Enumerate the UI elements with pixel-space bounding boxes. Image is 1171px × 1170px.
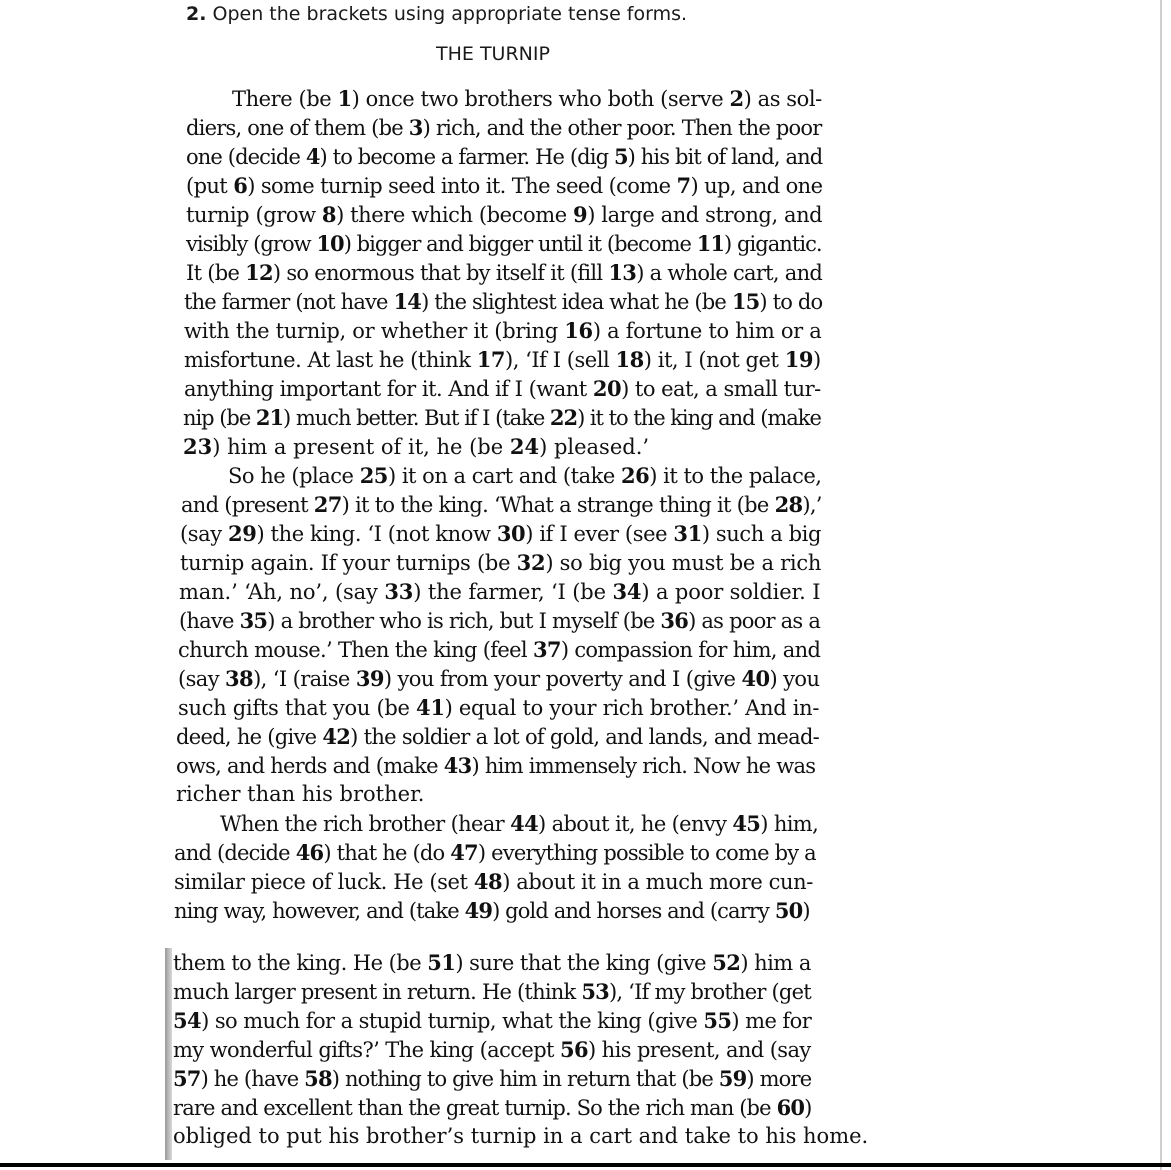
blank-number: 13 xyxy=(608,260,637,285)
story-text-segment: misfortune. At last he (think xyxy=(184,348,477,372)
blank-number: 27 xyxy=(313,492,342,517)
blank-number: 31 xyxy=(673,521,702,546)
story-line xyxy=(186,142,822,171)
story-text-segment: ) his bit of land, and xyxy=(627,145,823,169)
blank-number: 16 xyxy=(564,318,593,343)
story-text-segment: ) large and strong, and xyxy=(587,203,823,227)
story-text-segment: ) equal to your rich brother.’ And in- xyxy=(444,696,820,720)
story-text-segment: There (be xyxy=(232,87,338,111)
blank-number: 45 xyxy=(732,811,761,836)
blank-number: 26 xyxy=(620,463,650,488)
blank-number: 7 xyxy=(676,173,691,198)
exercise-instruction: Open the brackets using appropriate tense forms. xyxy=(212,3,688,25)
story-text-segment: and (present xyxy=(181,493,314,517)
blank-number: 24 xyxy=(509,434,540,459)
blank-number: 28 xyxy=(774,492,803,517)
blank-number: 20 xyxy=(592,376,622,401)
blank-number: 18 xyxy=(615,347,644,372)
blank-number: 48 xyxy=(473,869,503,894)
story-text-segment: turnip again. If your turnips (be xyxy=(180,551,517,575)
blank-number: 25 xyxy=(359,463,388,488)
story-line xyxy=(174,896,810,925)
story-text-segment: ) as poor as a xyxy=(688,609,821,633)
story-text-segment: ) xyxy=(802,899,810,923)
story-text-segment: ) there which (become xyxy=(336,203,574,227)
blank-number: 9 xyxy=(573,202,588,227)
story-text-segment: ) if I ever (see xyxy=(525,522,674,546)
story-line xyxy=(179,606,820,635)
story-text-segment: ) more xyxy=(746,1067,812,1091)
story-text-segment: (have xyxy=(179,609,240,633)
blank-number: 42 xyxy=(322,724,351,749)
story-line xyxy=(176,751,815,780)
story-text-segment: ) me for xyxy=(731,1009,812,1033)
story-text-segment: ) bigger and bigger until it (become xyxy=(343,232,697,256)
story-line xyxy=(186,229,822,258)
story-text-segment: my wonderful gifts?’ The king (accept xyxy=(173,1038,560,1062)
blank-number: 15 xyxy=(731,289,760,314)
story-text-segment: ) a poor soldier. I xyxy=(641,580,821,604)
story-text-segment: ) you xyxy=(769,667,820,691)
story-text-segment: ) you from your poverty and I (give xyxy=(383,667,742,691)
page-scan-shadow xyxy=(165,948,172,1160)
story-text-segment: ) such a big xyxy=(701,522,821,546)
story-text-segment: ) about it in a much more cun- xyxy=(502,870,813,894)
story-text-segment: ) about it, he (envy xyxy=(538,812,733,836)
blank-number: 35 xyxy=(239,608,268,633)
story-text-segment: ) he (have xyxy=(200,1067,305,1091)
blank-number: 47 xyxy=(450,840,478,865)
story-text-segment: ), ‘If I (sell xyxy=(504,348,616,372)
story-text-segment: ) it on a cart and (take xyxy=(387,464,621,488)
story-text-segment: ) it to the king and (make xyxy=(577,406,821,430)
story-line xyxy=(173,977,811,1006)
blank-number: 23 xyxy=(183,434,213,459)
story-line xyxy=(183,403,821,432)
story-line xyxy=(179,577,820,606)
story-line xyxy=(232,84,822,113)
story-text-segment: ) gold and horses and (carry xyxy=(492,899,775,923)
story-text-segment: much larger present in return. He (think xyxy=(173,980,582,1004)
story-text-segment: ) him, xyxy=(760,812,819,836)
blank-number: 5 xyxy=(613,144,628,169)
blank-number: 50 xyxy=(774,898,803,923)
story-text-segment: ) xyxy=(812,348,821,372)
story-text-segment: deed, he (give xyxy=(176,725,323,749)
story-line xyxy=(176,722,819,751)
story-text-segment: ) it, I (not get xyxy=(643,348,785,372)
story-line xyxy=(181,490,822,519)
blank-number: 30 xyxy=(496,521,526,546)
blank-number: 22 xyxy=(549,405,578,430)
story-line xyxy=(173,1006,811,1035)
story-text-segment: ) to become a farmer. He (dig xyxy=(319,145,614,169)
story-text-segment: ) it to the king. ‘What a strange thing it (be xyxy=(341,493,775,517)
story-text-segment: ) compassion for him, and xyxy=(560,638,821,662)
story-text-segment: ) his present, and (say xyxy=(588,1038,811,1062)
story-text-segment: ) xyxy=(804,1096,812,1120)
story-text-segment: ) everything possible to come by a xyxy=(477,841,816,865)
story-text-segment: ) a whole cart, and xyxy=(636,261,823,285)
story-text-segment: visibly (grow xyxy=(186,232,317,256)
blank-number: 36 xyxy=(660,608,689,633)
story-line xyxy=(183,432,649,461)
blank-number: 53 xyxy=(581,979,609,1004)
blank-number: 8 xyxy=(321,202,337,227)
story-text-segment: and (decide xyxy=(174,841,296,865)
story-text-segment: ) the king. ‘I (not know xyxy=(256,522,497,546)
story-line xyxy=(173,1035,811,1064)
blank-number: 52 xyxy=(712,950,741,975)
story-text-segment: such gifts that you (be xyxy=(178,696,417,720)
blank-number: 54 xyxy=(173,1008,202,1033)
story-line xyxy=(184,316,822,345)
story-text-segment: obliged to put his brother’s turnip in a cart and take to his home. xyxy=(173,1124,869,1148)
blank-number: 19 xyxy=(784,347,813,372)
story-text-segment: the farmer (not have xyxy=(184,290,394,314)
story-text-segment: ) nothing to give him in return that (be xyxy=(331,1067,719,1091)
blank-number: 2 xyxy=(729,86,744,111)
story-text-segment: one (decide xyxy=(186,145,306,169)
story-text-segment: ) to do xyxy=(759,290,823,314)
blank-number: 34 xyxy=(612,579,642,604)
story-text-segment: ) so enormous that by itself it (fill xyxy=(272,261,609,285)
blank-number: 32 xyxy=(516,550,546,575)
story-text-segment: similar piece of luck. He (set xyxy=(174,870,474,894)
blank-number: 46 xyxy=(295,840,324,865)
story-text-segment: It (be xyxy=(186,261,246,285)
blank-number: 41 xyxy=(416,695,445,720)
story-line xyxy=(180,548,821,577)
blank-number: 10 xyxy=(316,231,344,256)
story-line xyxy=(178,693,819,722)
story-text-segment: ), ‘I (raise xyxy=(253,667,356,691)
blank-number: 14 xyxy=(393,289,422,314)
story-line xyxy=(220,809,818,838)
story-text-segment: (say xyxy=(180,522,229,546)
story-text-segment: ) some turnip seed into it. The seed (come xyxy=(247,174,677,198)
story-line xyxy=(178,635,820,664)
story-text-segment: ) that he (do xyxy=(323,841,451,865)
story-text-segment: (put xyxy=(186,174,234,198)
blank-number: 51 xyxy=(427,950,456,975)
story-line xyxy=(174,867,813,896)
blank-number: 11 xyxy=(696,231,725,256)
story-title: THE TURNIP xyxy=(436,43,550,65)
story-text-segment: ), ‘If my brother (get xyxy=(608,980,811,1004)
story-text-segment: ) once two brothers who both (serve xyxy=(351,87,730,111)
story-text-segment: ows, and herds and (make xyxy=(176,754,444,778)
blank-number: 56 xyxy=(559,1037,589,1062)
story-text-segment: ) him immensely rich. Now he was xyxy=(471,754,816,778)
story-text-segment: rare and excellent than the great turnip. So the rich man (be xyxy=(173,1096,777,1120)
story-text-segment: ) up, and one xyxy=(690,174,823,198)
blank-number: 37 xyxy=(532,637,561,662)
blank-number: 3 xyxy=(408,115,423,140)
story-text-segment: turnip (grow xyxy=(186,203,322,227)
story-line xyxy=(186,200,822,229)
story-text-segment: ) the farmer, ‘I (be xyxy=(413,580,613,604)
story-text-segment: ) pleased.’ xyxy=(539,435,650,459)
blank-number: 4 xyxy=(305,144,320,169)
story-line xyxy=(186,113,822,142)
story-line xyxy=(184,287,822,316)
story-text-segment: ) a fortune to him or a xyxy=(592,319,822,343)
blank-number: 38 xyxy=(225,666,254,691)
story-text-segment: with the turnip, or whether it (bring xyxy=(184,319,565,343)
story-text-segment: church mouse.’ Then the king (feel xyxy=(178,638,533,662)
story-text-segment: ) him a present of it, he (be xyxy=(212,435,510,459)
story-line xyxy=(178,664,819,693)
story-text-segment: So he (place xyxy=(228,464,360,488)
story-line xyxy=(186,258,822,287)
story-text-segment: nip (be xyxy=(183,406,256,430)
blank-number: 59 xyxy=(718,1066,747,1091)
story-line xyxy=(228,461,821,490)
story-text-segment: ),’ xyxy=(802,493,822,517)
blank-number: 57 xyxy=(173,1066,201,1091)
blank-number: 17 xyxy=(476,347,505,372)
story-line xyxy=(184,345,821,374)
story-text-segment: ) to eat, a small tur- xyxy=(621,377,821,401)
story-text-segment: (say xyxy=(178,667,226,691)
story-text-segment: ning way, however, and (take xyxy=(174,899,465,923)
story-text-segment: ) rich, and the other poor. Then the poor xyxy=(422,116,822,140)
story-line xyxy=(173,1064,811,1093)
story-text-segment: diers, one of them (be xyxy=(186,116,409,140)
exercise-heading xyxy=(186,3,687,25)
blank-number: 1 xyxy=(337,86,352,111)
story-line xyxy=(176,780,424,809)
blank-number: 55 xyxy=(703,1008,732,1033)
story-text-segment: richer than his brother. xyxy=(176,782,425,806)
blank-number: 40 xyxy=(741,666,770,691)
story-line xyxy=(173,948,811,977)
blank-number: 49 xyxy=(464,898,493,923)
story-text-segment: ) the soldier a lot of gold, and lands, and mead- xyxy=(350,725,820,749)
blank-number: 58 xyxy=(304,1066,332,1091)
story-line xyxy=(174,838,816,867)
story-line xyxy=(173,1093,811,1122)
story-text-segment: anything important for it. And if I (want xyxy=(184,377,593,401)
story-text-segment: ) sure that the king (give xyxy=(455,951,713,975)
story-text-segment: ) so big you must be a rich xyxy=(545,551,822,575)
story-text-segment: When the rich brother (hear xyxy=(220,812,511,836)
story-line xyxy=(180,519,821,548)
story-line xyxy=(186,171,822,200)
story-line xyxy=(173,1122,868,1151)
story-text-segment: ) a brother who is rich, but I myself (be xyxy=(267,609,661,633)
blank-number: 33 xyxy=(384,579,414,604)
blank-number: 43 xyxy=(443,753,472,778)
story-text-segment: ) him a xyxy=(740,951,811,975)
story-line xyxy=(184,374,821,403)
blank-number: 44 xyxy=(510,811,539,836)
story-text-segment: man.’ ‘Ah, no’, (say xyxy=(179,580,385,604)
story-text-segment: them to the king. He (be xyxy=(173,951,428,975)
story-text-segment: ) so much for a stupid turnip, what the king (give xyxy=(201,1009,704,1033)
story-text-segment: ) the slightest idea what he (be xyxy=(421,290,732,314)
blank-number: 60 xyxy=(776,1095,805,1120)
bottom-rule xyxy=(0,1163,1171,1167)
story-text-segment: ) gigantic. xyxy=(724,232,822,256)
story-text-segment: ) much better. But if I (take xyxy=(283,406,550,430)
story-text-segment: ) as sol- xyxy=(743,87,822,111)
blank-number: 39 xyxy=(355,666,384,691)
page-edge xyxy=(1160,0,1171,1170)
blank-number: 29 xyxy=(228,521,257,546)
story-text-segment: ) it to the palace, xyxy=(649,464,822,488)
blank-number: 12 xyxy=(245,260,273,285)
blank-number: 6 xyxy=(233,173,248,198)
blank-number: 21 xyxy=(255,405,284,430)
exercise-number: 2. xyxy=(186,3,207,25)
